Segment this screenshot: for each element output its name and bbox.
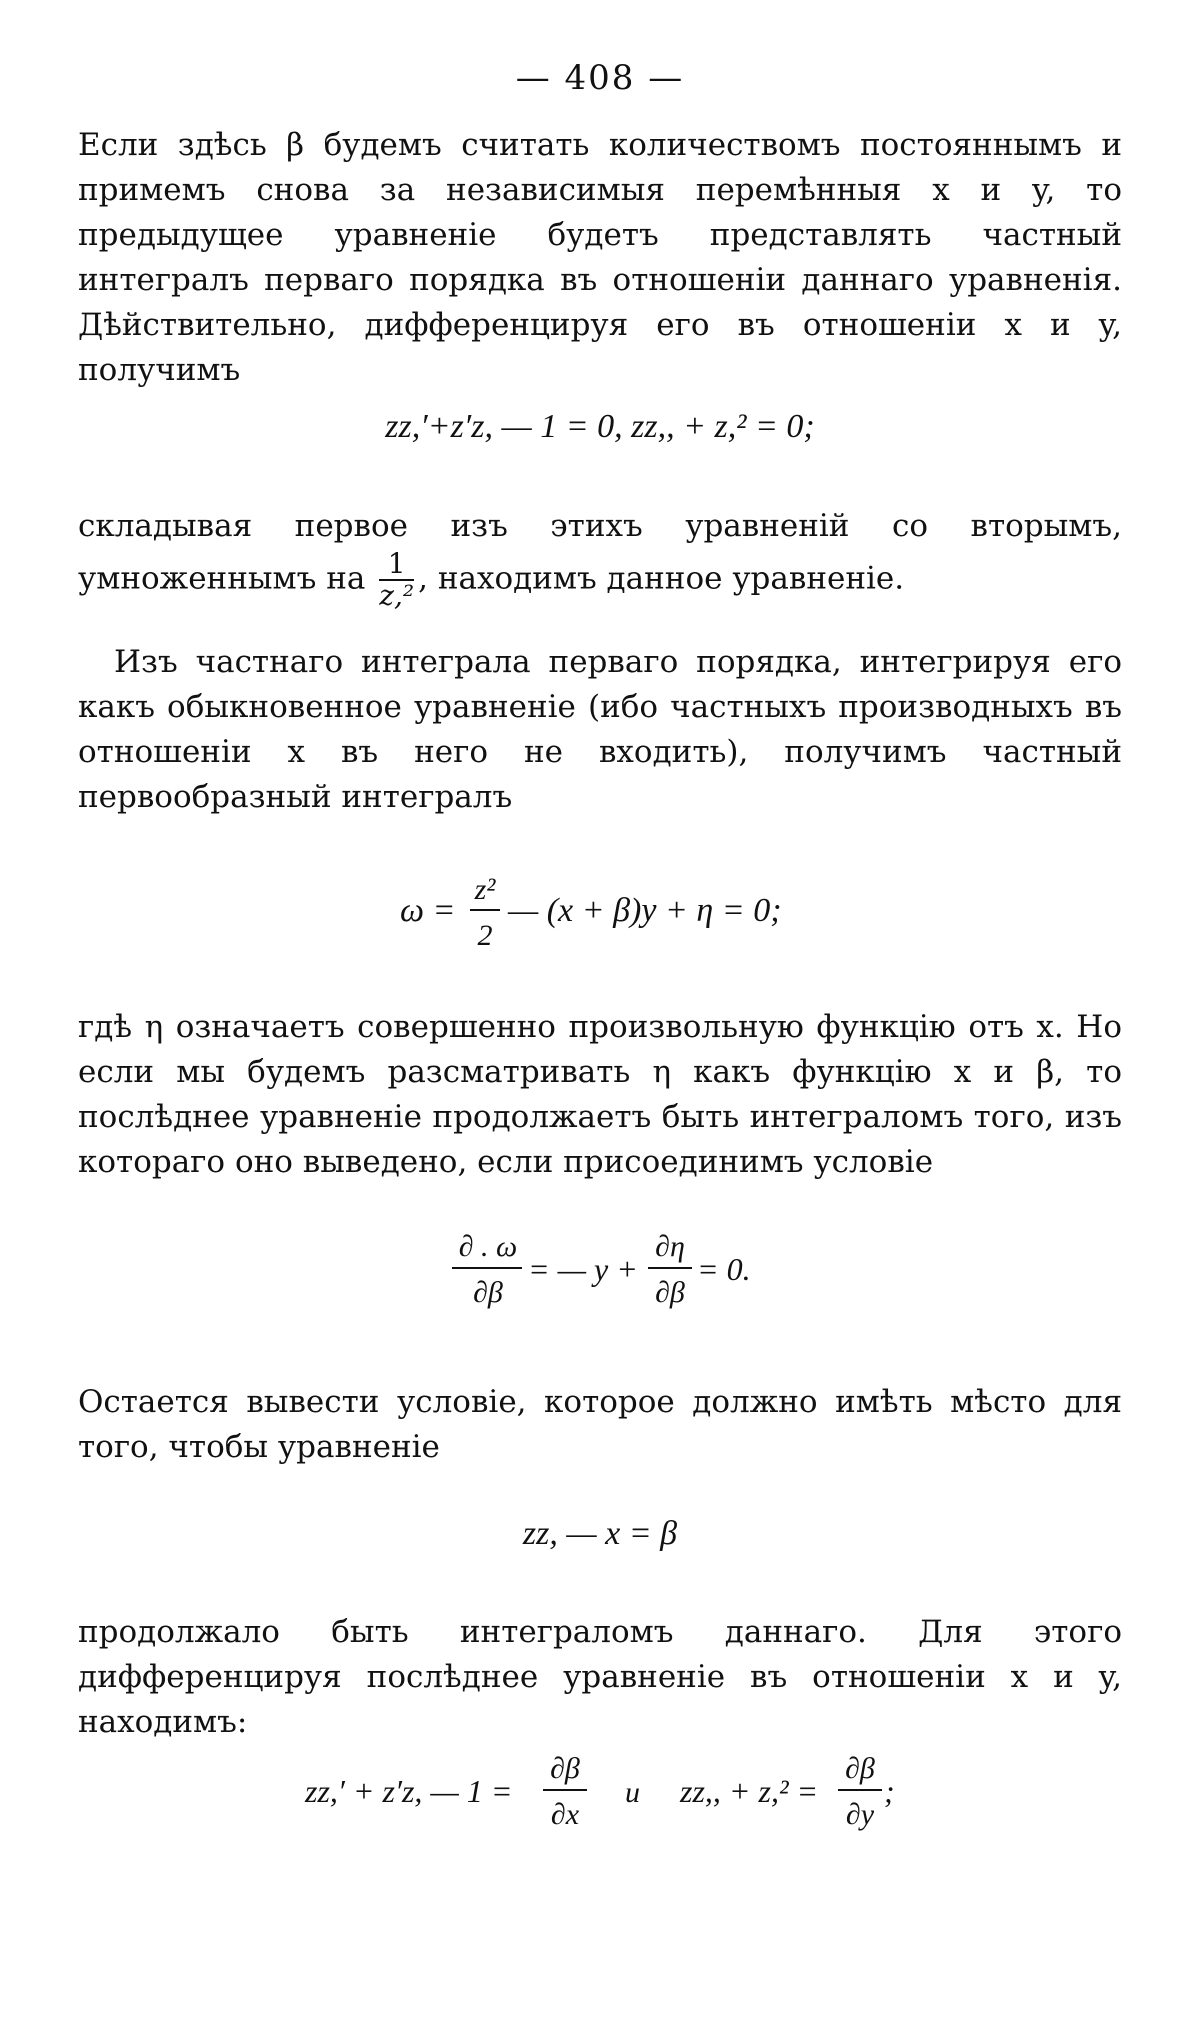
equation-3-fraction-1-numerator: ∂ . ω: [458, 1230, 518, 1263]
equation-5: [0, 1742, 1200, 1842]
equation-2-fraction-numerator: z²: [474, 873, 496, 906]
equation-3-end: = 0.: [697, 1251, 751, 1287]
paragraph-2-text-b: , находимъ данное уравненіе.: [418, 560, 905, 597]
equation-3-middle: = — y +: [528, 1251, 638, 1287]
paragraph-1-text: Если здѣсь β будемъ считать количествомъ постояннымъ и примемъ снова за независимыя перемѣнныя x и y, то предыдущее уравненіе будетъ представлять частный интегралъ перваго порядка въ отношеніи даннаго уравненія. Дѣйствительно, дифференцируя его въ отношеніи x и y, получимъ: [78, 127, 1122, 388]
equation-3: [0, 1220, 1200, 1320]
paragraph-3: [78, 640, 1122, 820]
equation-5-fraction-1-numerator: ∂β: [550, 1752, 580, 1785]
page-number: — 408 —: [515, 58, 685, 98]
equation-5-fraction-2-numerator: ∂β: [845, 1752, 875, 1785]
paragraph-5-text: Остается вывести условіе, которое должно имѣть мѣсто для того, чтобы уравненіе: [78, 1384, 1122, 1465]
equation-3-fraction-2-numerator: ∂η: [655, 1230, 685, 1263]
equation-2-lhs: ω =: [400, 892, 456, 929]
paragraph-3-text: Изъ частнаго интеграла перваго порядка, интегрируя его какъ обыкновенное уравненіе (ибо частныхъ производныхъ въ отношеніи x въ него не входить), получимъ частный первообразный интегралъ: [78, 644, 1122, 815]
equation-4: zz, — x = β: [522, 1515, 678, 1552]
equation-2: [0, 855, 1200, 965]
equation-2-rhs: — (x + β)y + η = 0;: [508, 892, 782, 929]
inline-fraction-denominator: z,²: [379, 579, 415, 612]
inline-fraction-numerator: 1: [379, 549, 414, 581]
equation-2-fraction-denominator: 2: [477, 919, 493, 952]
paragraph-6-text: продолжало быть интеграломъ даннаго. Для этого дифференцируя послѣднее уравненіе въ отношеніи x и y, находимъ:: [78, 1614, 1122, 1740]
equation-3-fraction-2-denominator: ∂β: [655, 1276, 685, 1309]
paragraph-2-text-a: складывая первое изъ этихъ уравненій со вторымъ, умноженнымъ на: [78, 508, 1122, 597]
paragraph-2: [78, 504, 1122, 611]
equation-5-end: ;: [884, 1773, 895, 1809]
paragraph-4: [78, 1005, 1122, 1185]
inline-fraction: [379, 549, 414, 611]
equation-5-left: zz,′ + z′z, — 1 =: [305, 1773, 513, 1809]
equation-5-middle: zz,, + z,² =: [680, 1773, 819, 1809]
equation-5-and: и: [625, 1776, 640, 1809]
equation-3-fraction-1-denominator: ∂β: [473, 1276, 503, 1309]
equation-5-fraction-2-denominator: ∂y: [845, 1798, 875, 1831]
paragraph-1: [78, 123, 1122, 393]
paragraph-5: [78, 1380, 1122, 1470]
equation-1: zz,′+z′z, — 1 = 0, zz,, + z,² = 0;: [385, 408, 815, 445]
equation-5-fraction-1-denominator: ∂x: [550, 1798, 580, 1831]
paragraph-4-text: гдѣ η означаетъ совершенно произвольную функцію отъ x. Но если мы будемъ разсматривать η какъ функцію x и β, то послѣднее уравненіе продолжаетъ быть интеграломъ того, изъ котораго оно выведено, если присоединимъ условіе: [78, 1009, 1122, 1180]
paragraph-6: [78, 1610, 1122, 1745]
